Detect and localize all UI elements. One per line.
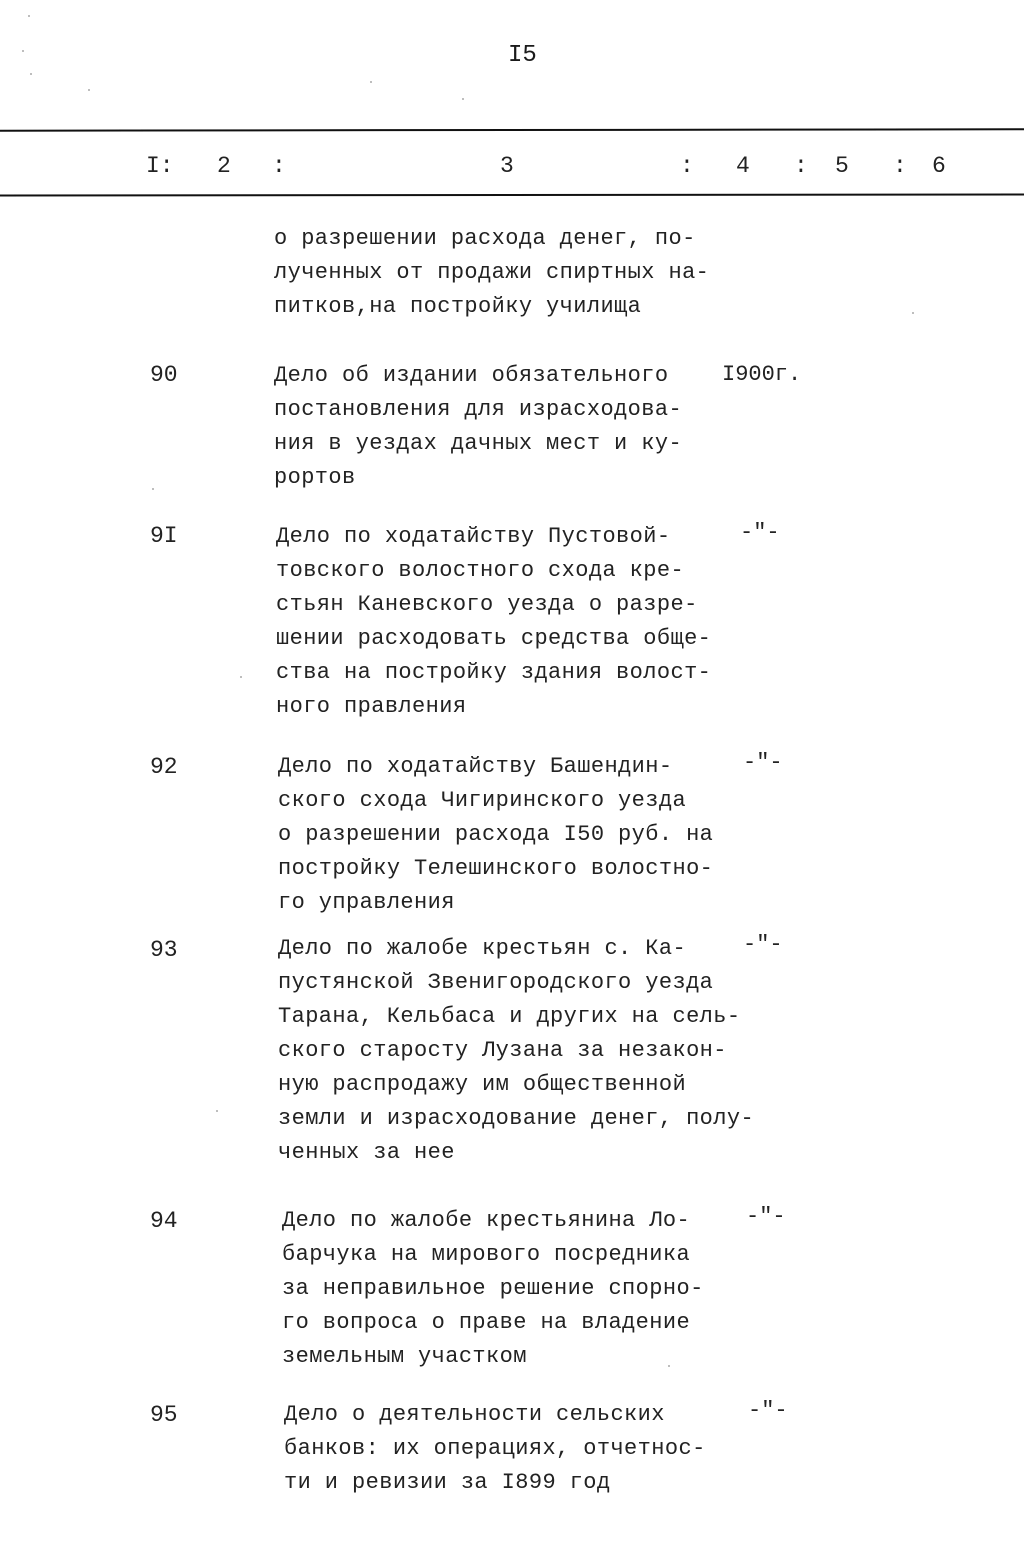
text-line: ти и ревизии за I899 год bbox=[284, 1470, 611, 1495]
record-number: 94 bbox=[150, 1208, 178, 1234]
text-line: го вопроса о праве на владение bbox=[282, 1310, 691, 1335]
record-date-ditto: -"- bbox=[740, 520, 780, 545]
text-line: постановления для израсходова- bbox=[274, 397, 683, 422]
record-description bbox=[274, 359, 682, 495]
text-line: питков,на постройку училища bbox=[274, 294, 642, 319]
record-date-ditto: -"- bbox=[743, 932, 783, 957]
scan-speck bbox=[88, 89, 90, 91]
column-separator: : bbox=[794, 153, 808, 179]
text-line: постройку Телешинского волостно- bbox=[278, 856, 714, 881]
header-top-rule bbox=[0, 128, 1024, 131]
text-line: ния в уездах дачных мест и ку- bbox=[274, 431, 683, 456]
record-description bbox=[284, 1398, 706, 1500]
text-line: о разрешении расхода I50 руб. на bbox=[278, 822, 714, 847]
record-number: 90 bbox=[150, 362, 178, 388]
text-line: товского волостного схода кре- bbox=[276, 558, 685, 583]
record-description bbox=[278, 932, 754, 1170]
scan-speck bbox=[668, 1365, 670, 1367]
record-description bbox=[276, 520, 711, 724]
text-line: лученных от продажи спиртных на- bbox=[274, 260, 710, 285]
record-description bbox=[278, 750, 713, 920]
column-separator: : bbox=[680, 153, 694, 179]
scan-speck bbox=[462, 98, 464, 100]
column-4-label: 4 bbox=[736, 153, 750, 179]
text-line: рортов bbox=[274, 465, 356, 490]
text-line: земельным участком bbox=[282, 1344, 527, 1369]
page-number: I5 bbox=[508, 42, 537, 69]
text-line: Тарана, Кельбаса и других на сель- bbox=[278, 1004, 741, 1029]
text-line: Дело о деятельности сельских bbox=[284, 1402, 665, 1427]
text-line: за неправильное решение спорно- bbox=[282, 1276, 704, 1301]
text-line: Дело об издании обязательного bbox=[274, 363, 669, 388]
column-2-label: 2 bbox=[217, 153, 231, 179]
text-line: Дело по жалобе крестьян с. Ка- bbox=[278, 936, 687, 961]
text-line: шении расходовать средства обще- bbox=[276, 626, 712, 651]
text-line: ную распродажу им общественной bbox=[278, 1072, 687, 1097]
record-continuation bbox=[274, 222, 709, 324]
text-line: ского старосту Лузана за незакон- bbox=[278, 1038, 727, 1063]
scan-speck bbox=[912, 312, 914, 314]
column-6-label: 6 bbox=[932, 153, 946, 179]
record-number: 92 bbox=[150, 754, 178, 780]
scan-speck bbox=[28, 15, 30, 17]
text-line: ного правления bbox=[276, 694, 467, 719]
record-date-ditto: -"- bbox=[746, 1204, 786, 1229]
text-line: пустянской Звенигородского уезда bbox=[278, 970, 714, 995]
column-5-label: 5 bbox=[835, 153, 849, 179]
text-line: го управления bbox=[278, 890, 455, 915]
column-1-label: I: bbox=[146, 153, 174, 179]
scan-speck bbox=[30, 73, 32, 75]
text-line: о разрешении расхода денег, по- bbox=[274, 226, 696, 251]
column-separator: : bbox=[893, 153, 907, 179]
text-line: ского схода Чигиринского уезда bbox=[278, 788, 687, 813]
record-number: 93 bbox=[150, 937, 178, 963]
scan-speck bbox=[22, 50, 24, 52]
scan-speck bbox=[370, 81, 372, 83]
scan-speck bbox=[216, 1110, 218, 1112]
column-3-label: 3 bbox=[500, 153, 514, 179]
record-date: I900г. bbox=[722, 362, 802, 387]
scan-speck bbox=[152, 488, 154, 490]
text-line: земли и израсходование денег, полу- bbox=[278, 1106, 755, 1131]
text-line: ченных за нее bbox=[278, 1140, 455, 1165]
record-number: 95 bbox=[150, 1402, 178, 1428]
text-line: стьян Каневского уезда о разре- bbox=[276, 592, 698, 617]
record-date-ditto: -"- bbox=[743, 750, 783, 775]
record-date-ditto: -"- bbox=[748, 1398, 788, 1423]
column-separator: : bbox=[272, 153, 286, 179]
text-line: барчука на мирового посредника bbox=[282, 1242, 691, 1267]
record-description bbox=[282, 1204, 704, 1374]
text-line: Дело по жалобе крестьянина Ло- bbox=[282, 1208, 691, 1233]
scan-speck bbox=[240, 676, 242, 678]
header-bottom-rule bbox=[0, 194, 1024, 197]
text-line: Дело по ходатайству Пустовой- bbox=[276, 524, 671, 549]
text-line: банков: их операциях, отчетнос- bbox=[284, 1436, 706, 1461]
text-line: Дело по ходатайству Башендин- bbox=[278, 754, 673, 779]
record-number: 9I bbox=[150, 523, 178, 549]
text-line: ства на постройку здания волост- bbox=[276, 660, 712, 685]
